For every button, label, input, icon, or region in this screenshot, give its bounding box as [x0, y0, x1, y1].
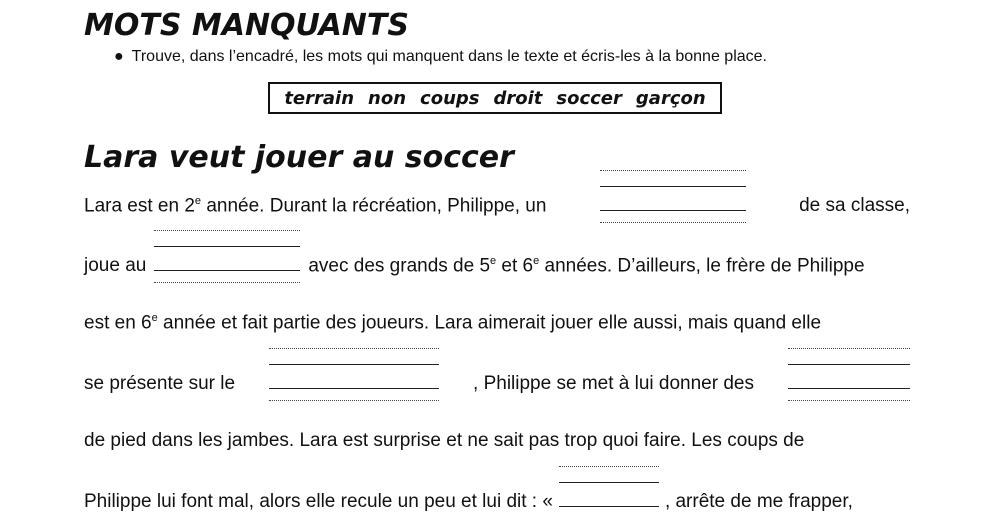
- text-segment: est en 6e année et fait partie des joueurs. Lara aimerait jouer elle aussi, mais quand elle: [84, 312, 822, 334]
- text-segment: de pied dans les jambes. Lara est surprise et ne sait pas trop quoi faire. Les coups de: [84, 430, 805, 451]
- instruction-text: Trouve, dans l’encadré, les mots qui manquent dans le texte et écris-les à la bonne place.: [131, 48, 767, 65]
- instruction: [114, 48, 767, 66]
- text-segment: se présente sur le: [84, 373, 236, 394]
- text-line: [84, 370, 910, 394]
- text-segment: , Philippe se met à lui donner des: [473, 373, 754, 394]
- text-segment: avec des grands de 5e et 6e années. D’ailleurs, le frère de Philippe: [308, 254, 865, 276]
- text-segment: Philippe lui font mal, alors elle recule un peu et lui dit : «: [84, 491, 553, 512]
- word-bank-item: soccer: [556, 87, 622, 109]
- answer-blank[interactable]: [600, 192, 746, 211]
- answer-blank[interactable]: [559, 488, 659, 507]
- text-line: [84, 312, 910, 336]
- story-title: Lara veut jouer au soccer: [84, 140, 514, 175]
- text-line: [84, 488, 910, 512]
- word-bank-box: [268, 82, 722, 114]
- text-segment: Lara est en 2e année. Durant la récréation, Philippe, un: [84, 194, 547, 216]
- text-segment: , arrête de me frapper,: [664, 491, 853, 512]
- word-bank-item: coups: [420, 87, 480, 109]
- text-segment: joue au: [84, 255, 147, 276]
- word-bank-item: non: [368, 87, 407, 109]
- text-line: [84, 252, 910, 276]
- text-segment: de sa classe,: [799, 195, 910, 216]
- bullet-icon: ●: [114, 48, 124, 65]
- text-line: [84, 430, 910, 454]
- text-line: [84, 192, 910, 216]
- worksheet-title: MOTS MANQUANTS: [84, 8, 409, 43]
- word-bank-item: terrain: [284, 87, 355, 109]
- answer-blank[interactable]: [269, 370, 439, 389]
- answer-blank[interactable]: [154, 252, 300, 271]
- word-bank-item: droit: [493, 87, 543, 109]
- answer-blank[interactable]: [788, 370, 910, 389]
- word-bank-item: garçon: [635, 87, 706, 109]
